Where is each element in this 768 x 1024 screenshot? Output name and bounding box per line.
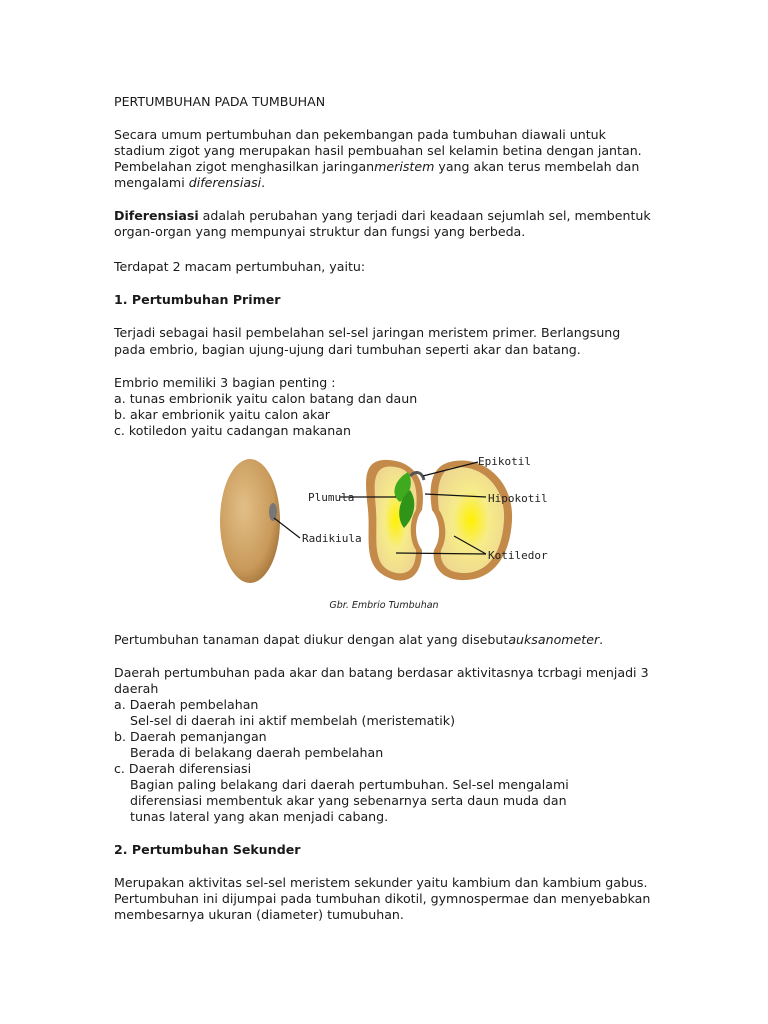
sekunder-line-1: Merupakan aktivitas sel-sel meristem sekunder yaitu kambium dan kambium gabus. <box>114 875 648 890</box>
label-plumula: Plumula <box>308 491 355 504</box>
intro-text: yang akan terus membelah dan <box>434 159 640 174</box>
embrio-figure <box>210 450 560 590</box>
daerah-item-c: c. Daerah diferensiasi <box>114 761 252 776</box>
embrio-intro: Embrio memiliki 3 bagian penting : <box>114 375 336 390</box>
label-kotiledon: Kotiledor <box>488 549 548 562</box>
opened-seed <box>366 460 512 581</box>
term-auksanometer: auksanometer <box>508 632 600 647</box>
intro-line-4 <box>114 175 265 191</box>
daerah-line-1: Daerah pertumbuhan pada akar dan batang berdasar aktivitasnya tcrbagi menjadi 3 <box>114 665 649 680</box>
embrio-item-a: a. tunas embrionik yaitu calon batang dan daun <box>114 391 418 406</box>
intro-text: . <box>261 175 266 190</box>
daerah-item-c-desc-1: Bagian paling belakang dari daerah pertumbuhan. Sel-sel mengalami <box>130 777 569 792</box>
daerah-item-a-desc: Sel-sel di daerah ini aktif membelah (meristematik) <box>130 713 456 728</box>
ukur-text: . <box>599 632 604 647</box>
sekunder-heading: 2. Pertumbuhan Sekunder <box>114 842 301 857</box>
intro-text: Pembelahan zigot menghasilkan jaringan <box>114 159 375 174</box>
macam-text: Terdapat 2 macam pertumbuhan, yaitu: <box>114 259 366 274</box>
sekunder-line-3: membesarnya ukuran (diameter) tumubuhan. <box>114 907 404 922</box>
daerah-item-b-desc: Berada di belakang daerah pembelahan <box>130 745 384 760</box>
daerah-item-c-desc-2: diferensiasi membentuk akar yang sebenarnya serta daun muda dan <box>130 793 567 808</box>
page-title: PERTUMBUHAN PADA TUMBUHAN <box>114 94 326 109</box>
diferensiasi-line-2: organ-organ yang mempunyai struktur dan fungsi yang berbeda. <box>114 224 526 239</box>
whole-seed <box>220 459 280 583</box>
diferensiasi-text: adalah perubahan yang terjadi dari keadaan sejumlah sel, membentuk <box>198 208 651 223</box>
label-hipokotil: Hipokotil <box>488 492 548 505</box>
term-meristem: meristem <box>374 159 435 174</box>
intro-line-1: Secara umum pertumbuhan dan pekembangan pada tumbuhan diawali untuk <box>114 127 606 142</box>
diferensiasi-line-1 <box>114 208 651 224</box>
diferensiasi-term: Diferensiasi <box>114 208 199 223</box>
seed-coat <box>220 459 280 583</box>
primer-para-1: Terjadi sebagai hasil pembelahan sel-sel jaringan meristem primer. Berlangsung <box>114 325 621 340</box>
ukur-line <box>114 632 603 648</box>
label-radikula: Radikiula <box>302 532 362 545</box>
sekunder-line-2: Pertumbuhan ini dijumpai pada tumbuhan dikotil, gymnospermae dan menyebabkan <box>114 891 651 906</box>
intro-line-2: stadium zigot yang merupakan hasil pembuahan sel kelamin betina dengan jantan. <box>114 143 642 158</box>
label-epikotil: Epikotil <box>478 455 531 468</box>
seed-hilum <box>269 503 277 521</box>
intro-line-3 <box>114 159 639 175</box>
primer-para-2: pada embrio, bagian ujung-ujung dari tumbuhan seperti akar dan batang. <box>114 342 581 357</box>
embrio-item-b: b. akar embrionik yaitu calon akar <box>114 407 330 422</box>
embrio-item-c: c. kotiledon yaitu cadangan makanan <box>114 423 351 438</box>
intro-text: mengalami <box>114 175 189 190</box>
term-diferensiasi: diferensiasi <box>188 175 262 190</box>
daerah-item-b: b. Daerah pemanjangan <box>114 729 267 744</box>
primer-heading: 1. Pertumbuhan Primer <box>114 292 281 307</box>
daerah-item-c-desc-3: tunas lateral yang akan menjadi cabang. <box>130 809 389 824</box>
daerah-line-2: daerah <box>114 681 159 696</box>
ukur-text: Pertumbuhan tanaman dapat diukur dengan alat yang disebut <box>114 632 509 647</box>
daerah-item-a: a. Daerah pembelahan <box>114 697 259 712</box>
figure-caption: Gbr. Embrio Tumbuhan <box>329 600 439 611</box>
